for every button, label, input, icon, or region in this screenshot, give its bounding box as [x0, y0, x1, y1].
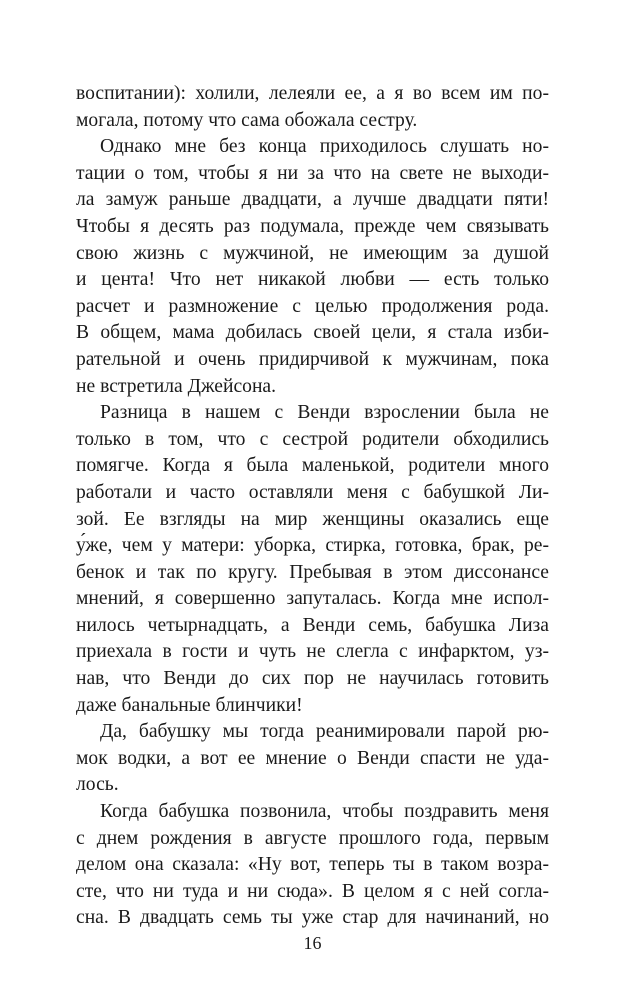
text-line: мнений, я совершенно запуталась. Когда мне испол-	[76, 588, 549, 610]
text-line: Разница в нашем с Венди взрослении была не	[100, 402, 549, 424]
text-line: делом она сказала: «Ну вот, теперь ты в таком возра-	[76, 854, 549, 876]
text-line: тации о том, чтобы я ни за что на свете не выходи-	[76, 162, 549, 184]
text-line: лось.	[76, 774, 119, 796]
text-line: зой. Ее взгляды на мир женщины оказались еще	[76, 508, 549, 530]
body-text	[76, 81, 549, 932]
text-line: Чтобы я десять раз подумала, прежде чем связывать	[76, 215, 549, 237]
text-line: у́же, чем у матери: уборка, стирка, готовка, брак, ре-	[76, 535, 549, 557]
text-line: сна. В двадцать семь ты уже стар для начинаний, но	[76, 907, 549, 929]
page-number: 16	[303, 933, 322, 953]
text-line: бенок и так по кругу. Пребывая в этом диссонансе	[76, 561, 549, 583]
text-line: работали и часто оставляли меня с бабушкой Ли-	[76, 481, 549, 503]
text-line: расчет и размножение с целью продолжения рода.	[76, 295, 549, 317]
text-line: Когда бабушка позвонила, чтобы поздравить меня	[100, 801, 549, 823]
text-line: рательной и очень придирчивой к мужчинам, пока	[76, 348, 549, 370]
text-line: не встретила Джейсона.	[76, 375, 277, 397]
text-line: мок водки, а вот ее мнение о Венди спасти не уда-	[76, 747, 549, 769]
text-line: ла замуж раньше двадцати, а лучше двадцати пяти!	[76, 189, 549, 211]
text-line: с днем рождения в августе прошлого года, первым	[76, 827, 549, 849]
text-line: приехала в гости и чуть не слегла с инфарктом, уз-	[76, 641, 549, 663]
text-line: Да, бабушку мы тогда реанимировали парой рю-	[100, 721, 549, 743]
text-line: могала, потому что сама обожала сестру.	[76, 109, 418, 131]
text-line: В общем, мама добилась своей цели, я стала изби-	[76, 322, 549, 344]
text-line: даже банальные блинчики!	[76, 694, 303, 716]
text-line: сте, что ни туда и ни сюда». В целом я с ней согла-	[76, 880, 549, 902]
text-line: помягче. Когда я была маленькой, родители много	[76, 455, 549, 477]
text-line: Однако мне без конца приходилось слушать но-	[100, 136, 549, 158]
text-line: и цента! Что нет никакой любви — есть только	[76, 269, 549, 291]
text-line: свою жизнь с мужчиной, не имеющим за душой	[76, 242, 549, 264]
text-line: воспитании): холили, лелеяли ее, а я во всем им по-	[76, 83, 549, 104]
text-line: нилось четырнадцать, а Венди семь, бабушка Лиза	[76, 614, 549, 636]
text-line: только в том, что с сестрой родители обходились	[76, 428, 549, 450]
text-line: нав, что Венди до сих пор не научилась готовить	[76, 668, 549, 690]
